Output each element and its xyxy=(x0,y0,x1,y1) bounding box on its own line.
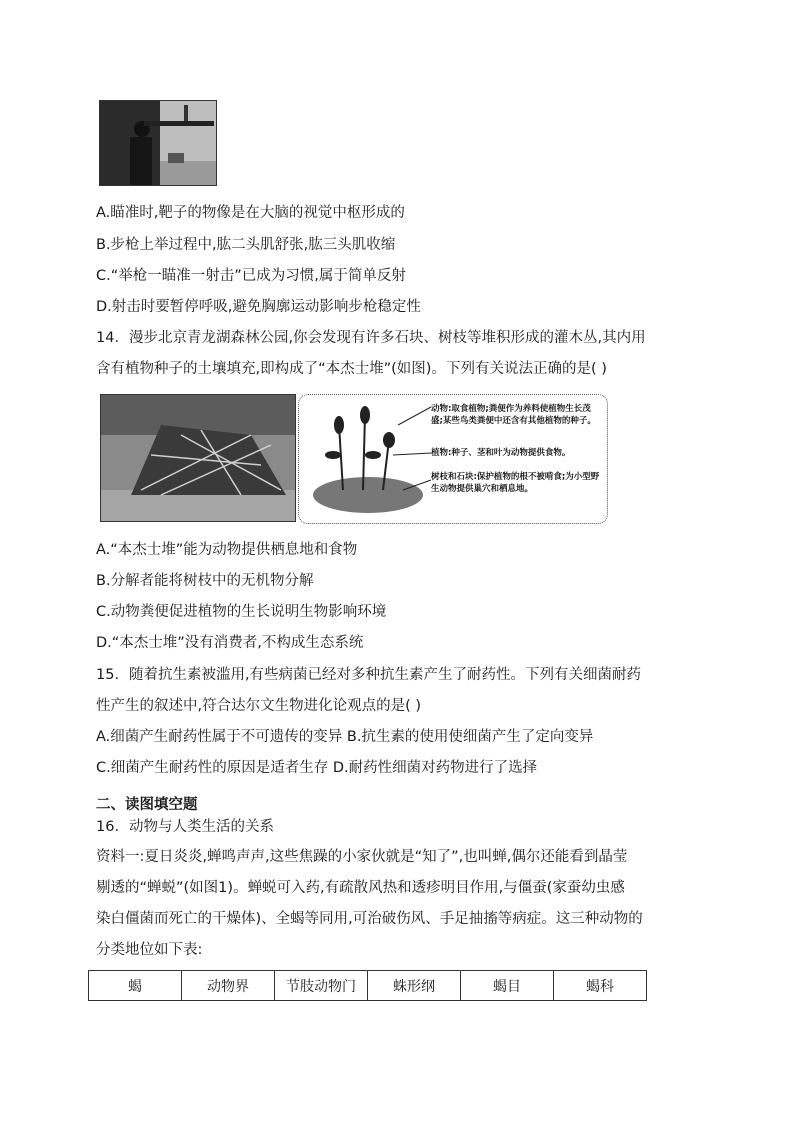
q15-option-line1: A.细菌产生耐药性属于不可遗传的变异 B.抗生素的使用使细菌产生了定向变异 xyxy=(96,729,594,745)
diagram-label-animals: 动物:取食植物;粪便作为养料使植物生长茂盛;某些鸟类粪便中还含有其他植物的种子。 xyxy=(431,404,596,426)
classification-table xyxy=(88,970,647,1001)
q14-option-a: A.“本杰士堆”能为动物提供栖息地和食物 xyxy=(96,542,358,558)
q16-text-line3: 染白僵菌而死亡的干燥体)、全蝎等同用,可治破伤风、手足抽搐等病症。这三种动物的 xyxy=(96,911,643,927)
plant-pile-drawing xyxy=(303,395,433,521)
table-cell: 蝎 xyxy=(89,971,182,1001)
shooter-illustration xyxy=(100,101,216,185)
q13-option-a: A.瞄准时,靶子的物像是在大脑的视觉中枢形成的 xyxy=(96,205,405,221)
q13-option-b: B.步枪上举过程中,肱二头肌舒张,肱三头肌收缩 xyxy=(96,237,396,253)
brush-pile-photo xyxy=(100,394,296,522)
q14-stem-line1: 14．漫步北京青龙湖森林公园,你会发现有许多石块、树枝等堆积形成的灌木丛,其内用 xyxy=(96,330,646,346)
table-cell: 节肢动物门 xyxy=(275,971,368,1001)
shooter-photo xyxy=(99,100,217,186)
q16-title: 16．动物与人类生活的关系 xyxy=(96,819,274,835)
q15-stem-line2: 性产生的叙述中,符合达尔文生物进化论观点的是( ) xyxy=(96,698,422,714)
table-row xyxy=(89,971,647,1001)
q15-stem-line1: 15．随着抗生素被滥用,有些病菌已经对多种抗生素产生了耐药性。下列有关细菌耐药 xyxy=(96,667,642,683)
diagram-label-plants: 植物:种子、茎和叶为动物提供食物。 xyxy=(431,448,571,458)
q16-text-line4: 分类地位如下表: xyxy=(96,942,203,958)
section-title: 二、读图填空题 xyxy=(96,797,198,813)
q14-option-b: B.分解者能将树枝中的无机物分解 xyxy=(96,573,314,589)
table-cell: 动物界 xyxy=(182,971,275,1001)
q14-option-d: D.“本杰士堆”没有消费者,不构成生态系统 xyxy=(96,635,364,651)
table-cell: 蝎目 xyxy=(461,971,554,1001)
q15-option-line2: C.细菌产生耐药性的原因是适者生存 D.耐药性细菌对药物进行了选择 xyxy=(96,760,538,776)
q14-option-c: C.动物粪便促进植物的生长说明生物影响环境 xyxy=(96,604,387,620)
q13-option-d: D.射击时要暂停呼吸,避免胸廓运动影响步枪稳定性 xyxy=(96,299,421,315)
q14-stem-line2: 含有植物种子的土壤填充,即构成了“本杰士堆”(如图)。下列有关说法正确的是( ) xyxy=(96,361,607,377)
q16-text-line1: 资料一:夏日炎炎,蝉鸣声声,这些焦躁的小家伙就是“知了”,也叫蝉,偶尔还能看到晶莹 xyxy=(96,849,628,865)
brush-pile-illustration xyxy=(101,395,295,521)
diagram-label-branches: 树枝和石块:保护植物的根不被啃食;为小型野生动物提供巢穴和栖息地。 xyxy=(431,472,600,494)
table-cell: 蝎科 xyxy=(554,971,647,1001)
benjes-hedge-diagram xyxy=(298,394,608,524)
table-cell: 蛛形纲 xyxy=(368,971,461,1001)
q13-option-c: C.“举枪一瞄准一射击”已成为习惯,属于简单反射 xyxy=(96,268,406,284)
q16-text-line2: 剔透的“蝉蜕”(如图1)。蝉蜕可入药,有疏散风热和透疹明目作用,与僵蚕(家蚕幼虫感 xyxy=(96,880,625,896)
